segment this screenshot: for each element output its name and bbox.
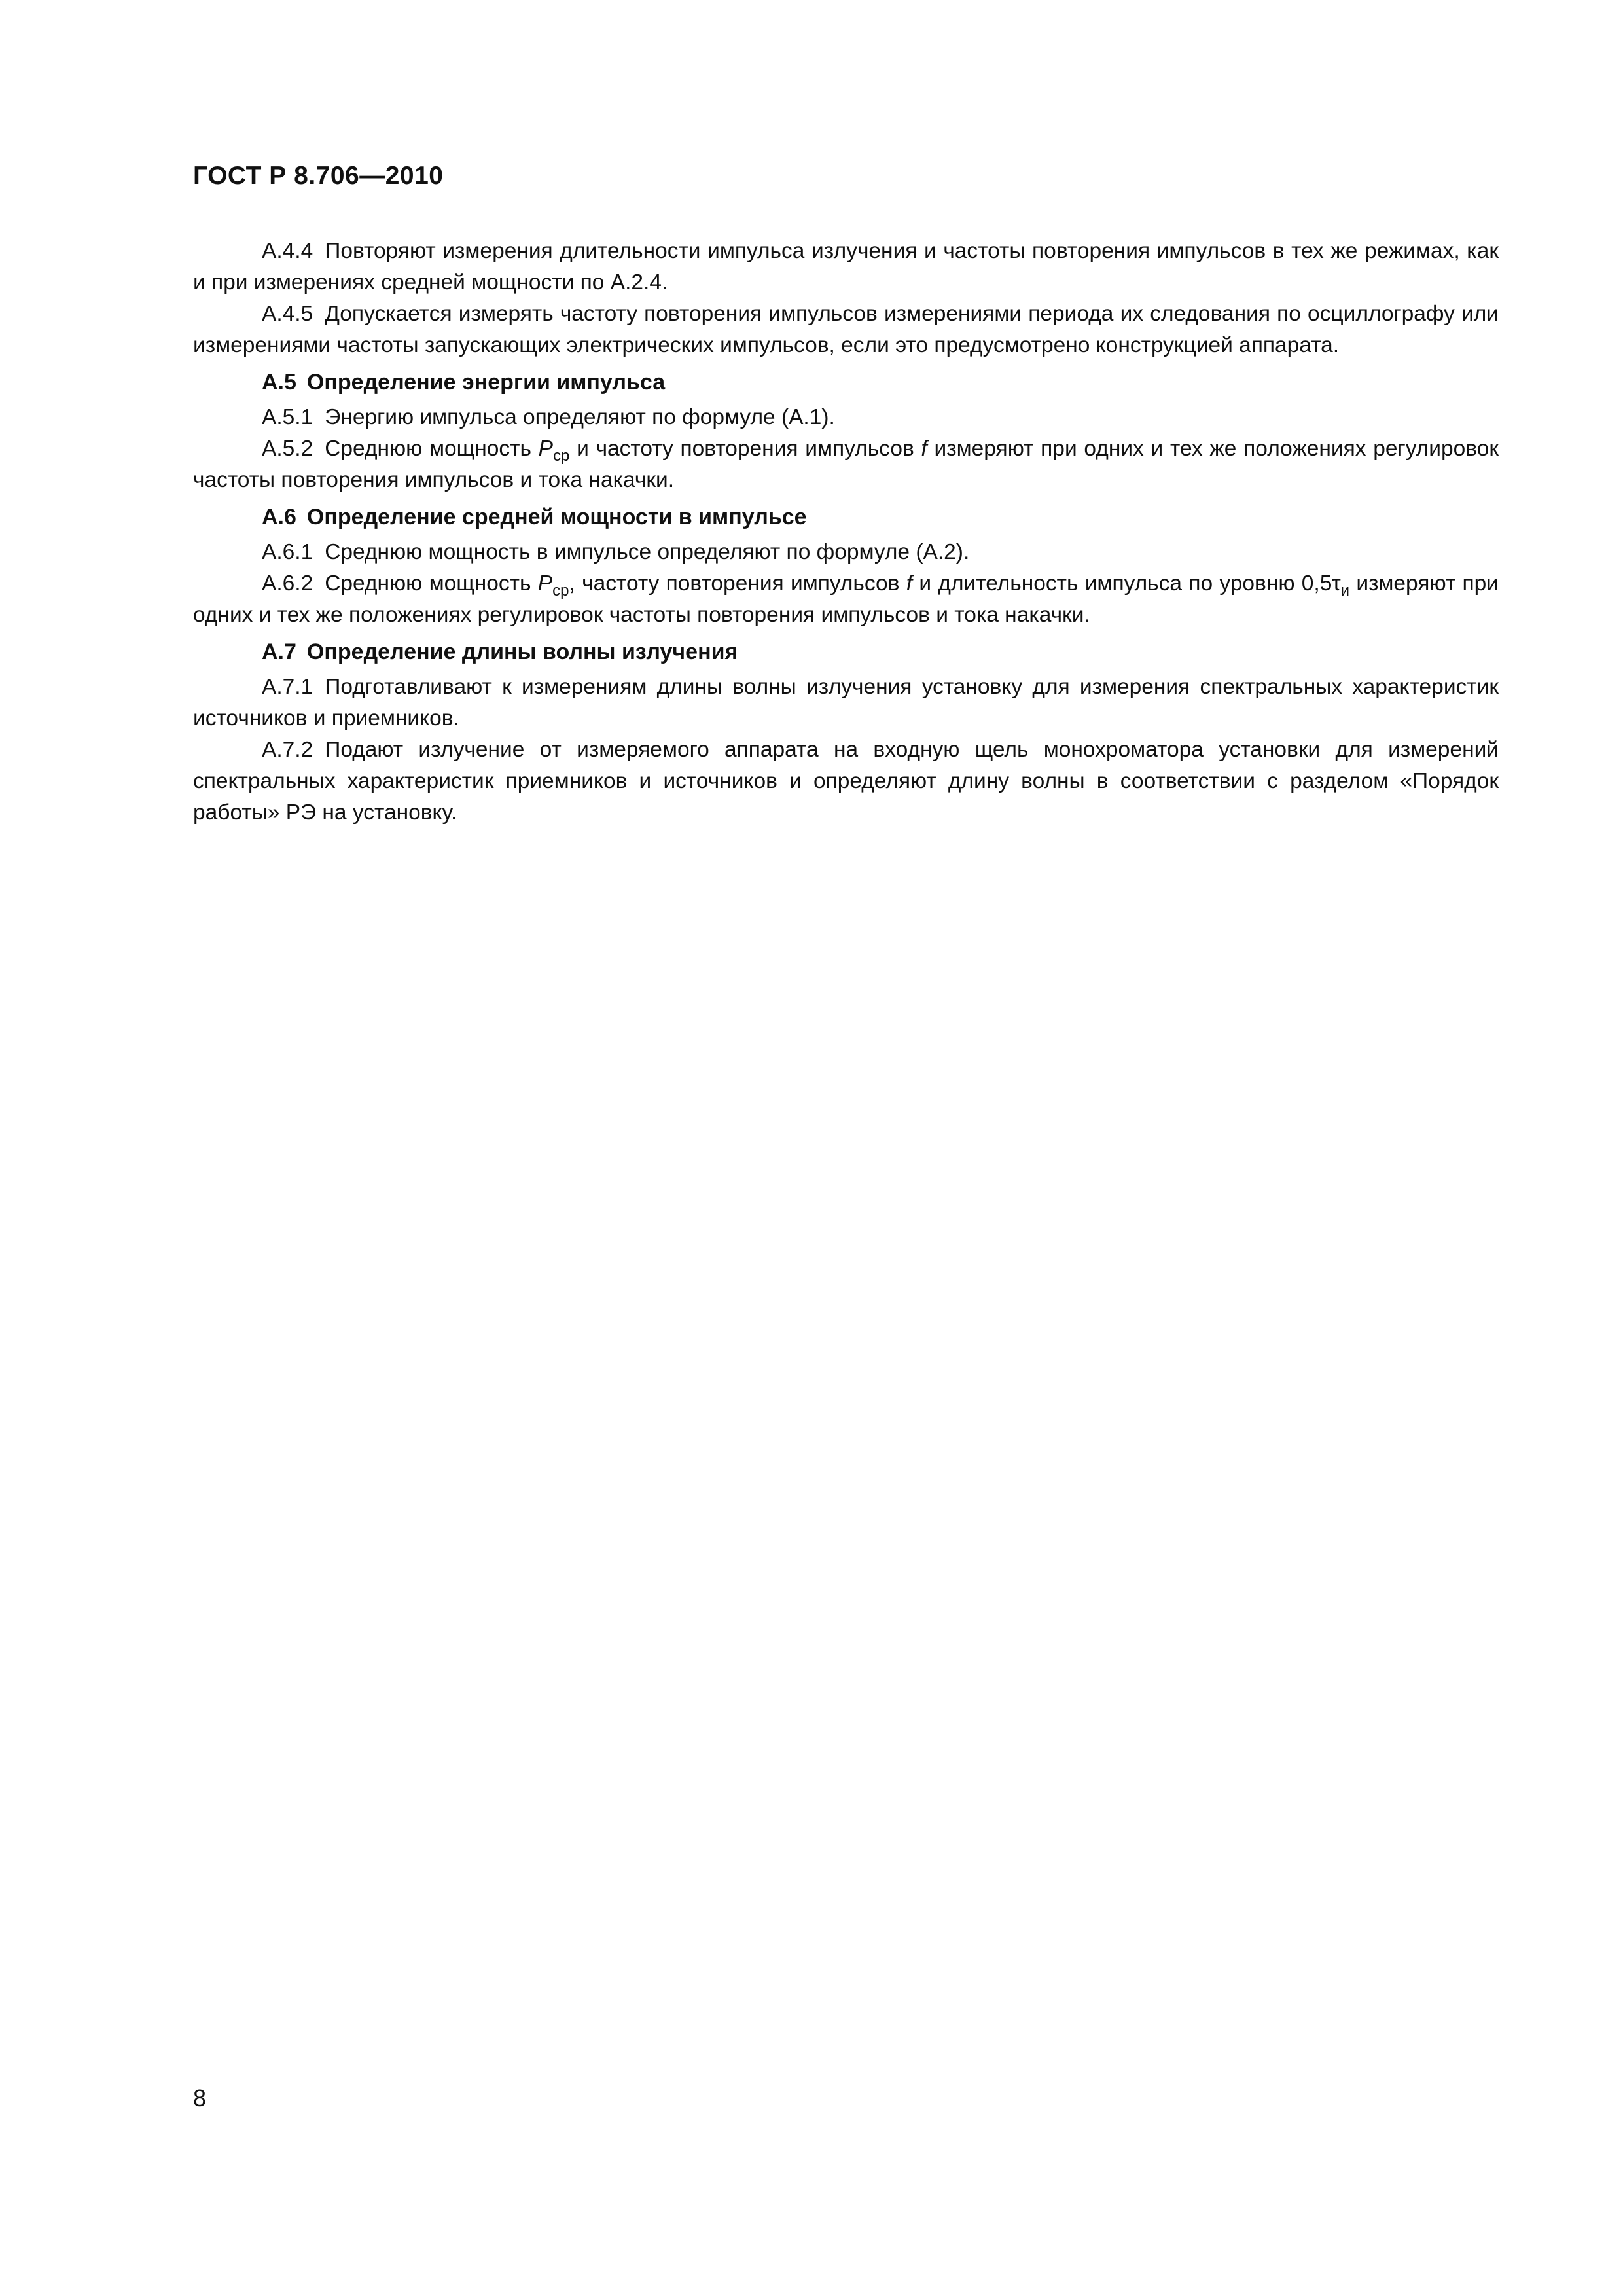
clause-number: А.4.5 bbox=[262, 302, 313, 326]
clause-a-4-5 bbox=[193, 298, 1499, 361]
clause-text: Повторяют измерения длительности импульса излучения и частоты повторения импульсов в тех же режимах, как и при измерениях средней мощности по А.2.4. bbox=[193, 239, 1499, 295]
section-heading-a-7 bbox=[193, 636, 1499, 668]
tau-subscript: и bbox=[1340, 582, 1349, 600]
tau-symbol: τ bbox=[1332, 571, 1341, 596]
document-id-header: ГОСТ Р 8.706—2010 bbox=[193, 162, 444, 190]
section-heading-a-6 bbox=[193, 501, 1499, 533]
clause-text: Среднюю мощность в импульсе определяют по формуле (А.2). bbox=[325, 540, 970, 564]
clause-text: Подают излучение от измеряемого аппарата на входную щель монохроматора установки для измерений спектральных характеристик приемников и источников и определяют длину волны в соответствии с разделом «Порядок работы» РЭ на установку. bbox=[193, 738, 1499, 825]
clause-number: А.5.2 bbox=[262, 437, 313, 461]
frequency-symbol: f bbox=[906, 571, 913, 596]
clause-a-5-1 bbox=[193, 402, 1499, 433]
clause-a-5-2 bbox=[193, 433, 1499, 496]
section-title: Определение длины волны излучения bbox=[306, 639, 738, 664]
clause-a-6-2 bbox=[193, 568, 1499, 631]
clause-number: А.5.1 bbox=[262, 405, 313, 429]
clause-text-part: Среднюю мощность bbox=[325, 437, 539, 461]
clause-text-part: и длительность импульса по уровню 0,5 bbox=[912, 571, 1332, 596]
section-heading-a-5 bbox=[193, 367, 1499, 398]
section-number: А.6 bbox=[262, 505, 296, 529]
clause-text-part: Среднюю мощность bbox=[325, 571, 538, 596]
power-symbol: P bbox=[538, 437, 554, 461]
clause-text: Допускается измерять частоту повторения импульсов измерениями периода их следования по осциллографу или измерениями частоты запускающих электрических импульсов, если это предусмотрено конструкцией аппарата. bbox=[193, 302, 1499, 357]
power-subscript: ср bbox=[553, 447, 570, 465]
clause-number: А.6.2 bbox=[262, 571, 313, 596]
clause-a-7-2 bbox=[193, 734, 1499, 829]
clause-number: А.7.2 bbox=[262, 738, 313, 762]
section-number: А.5 bbox=[262, 370, 296, 395]
clause-text-part: измеряют при одних и тех же положениях регулировок частоты повторения импульсов и тока накачки. bbox=[193, 437, 1499, 492]
clause-number: А.4.4 bbox=[262, 239, 313, 263]
clause-a-7-1 bbox=[193, 672, 1499, 734]
clause-text: Энергию импульса определяют по формуле (А.1). bbox=[325, 405, 835, 429]
power-subscript: ср bbox=[552, 582, 569, 600]
clause-text-part: и частоту повторения импульсов bbox=[569, 437, 921, 461]
frequency-symbol: f bbox=[921, 437, 927, 461]
clause-text-part: измеряют при одних и тех же положениях регулировок частоты повторения импульсов и тока накачки. bbox=[193, 571, 1499, 627]
power-symbol: P bbox=[537, 571, 553, 596]
clause-a-4-4 bbox=[193, 236, 1499, 298]
clause-a-6-1 bbox=[193, 537, 1499, 568]
page-number: 8 bbox=[193, 2085, 207, 2111]
section-number: А.7 bbox=[262, 639, 296, 664]
clause-text: Подготавливают к измерениям длины волны излучения установку для измерения спектральных характеристик источников и приемников. bbox=[193, 675, 1499, 730]
section-title: Определение энергии импульса bbox=[306, 370, 666, 395]
clause-number: А.7.1 bbox=[262, 675, 313, 699]
section-title: Определение средней мощности в импульсе bbox=[306, 505, 807, 529]
document-body bbox=[193, 236, 1499, 829]
clause-number: А.6.1 bbox=[262, 540, 313, 564]
clause-text-part: , частоту повторения импульсов bbox=[569, 571, 906, 596]
